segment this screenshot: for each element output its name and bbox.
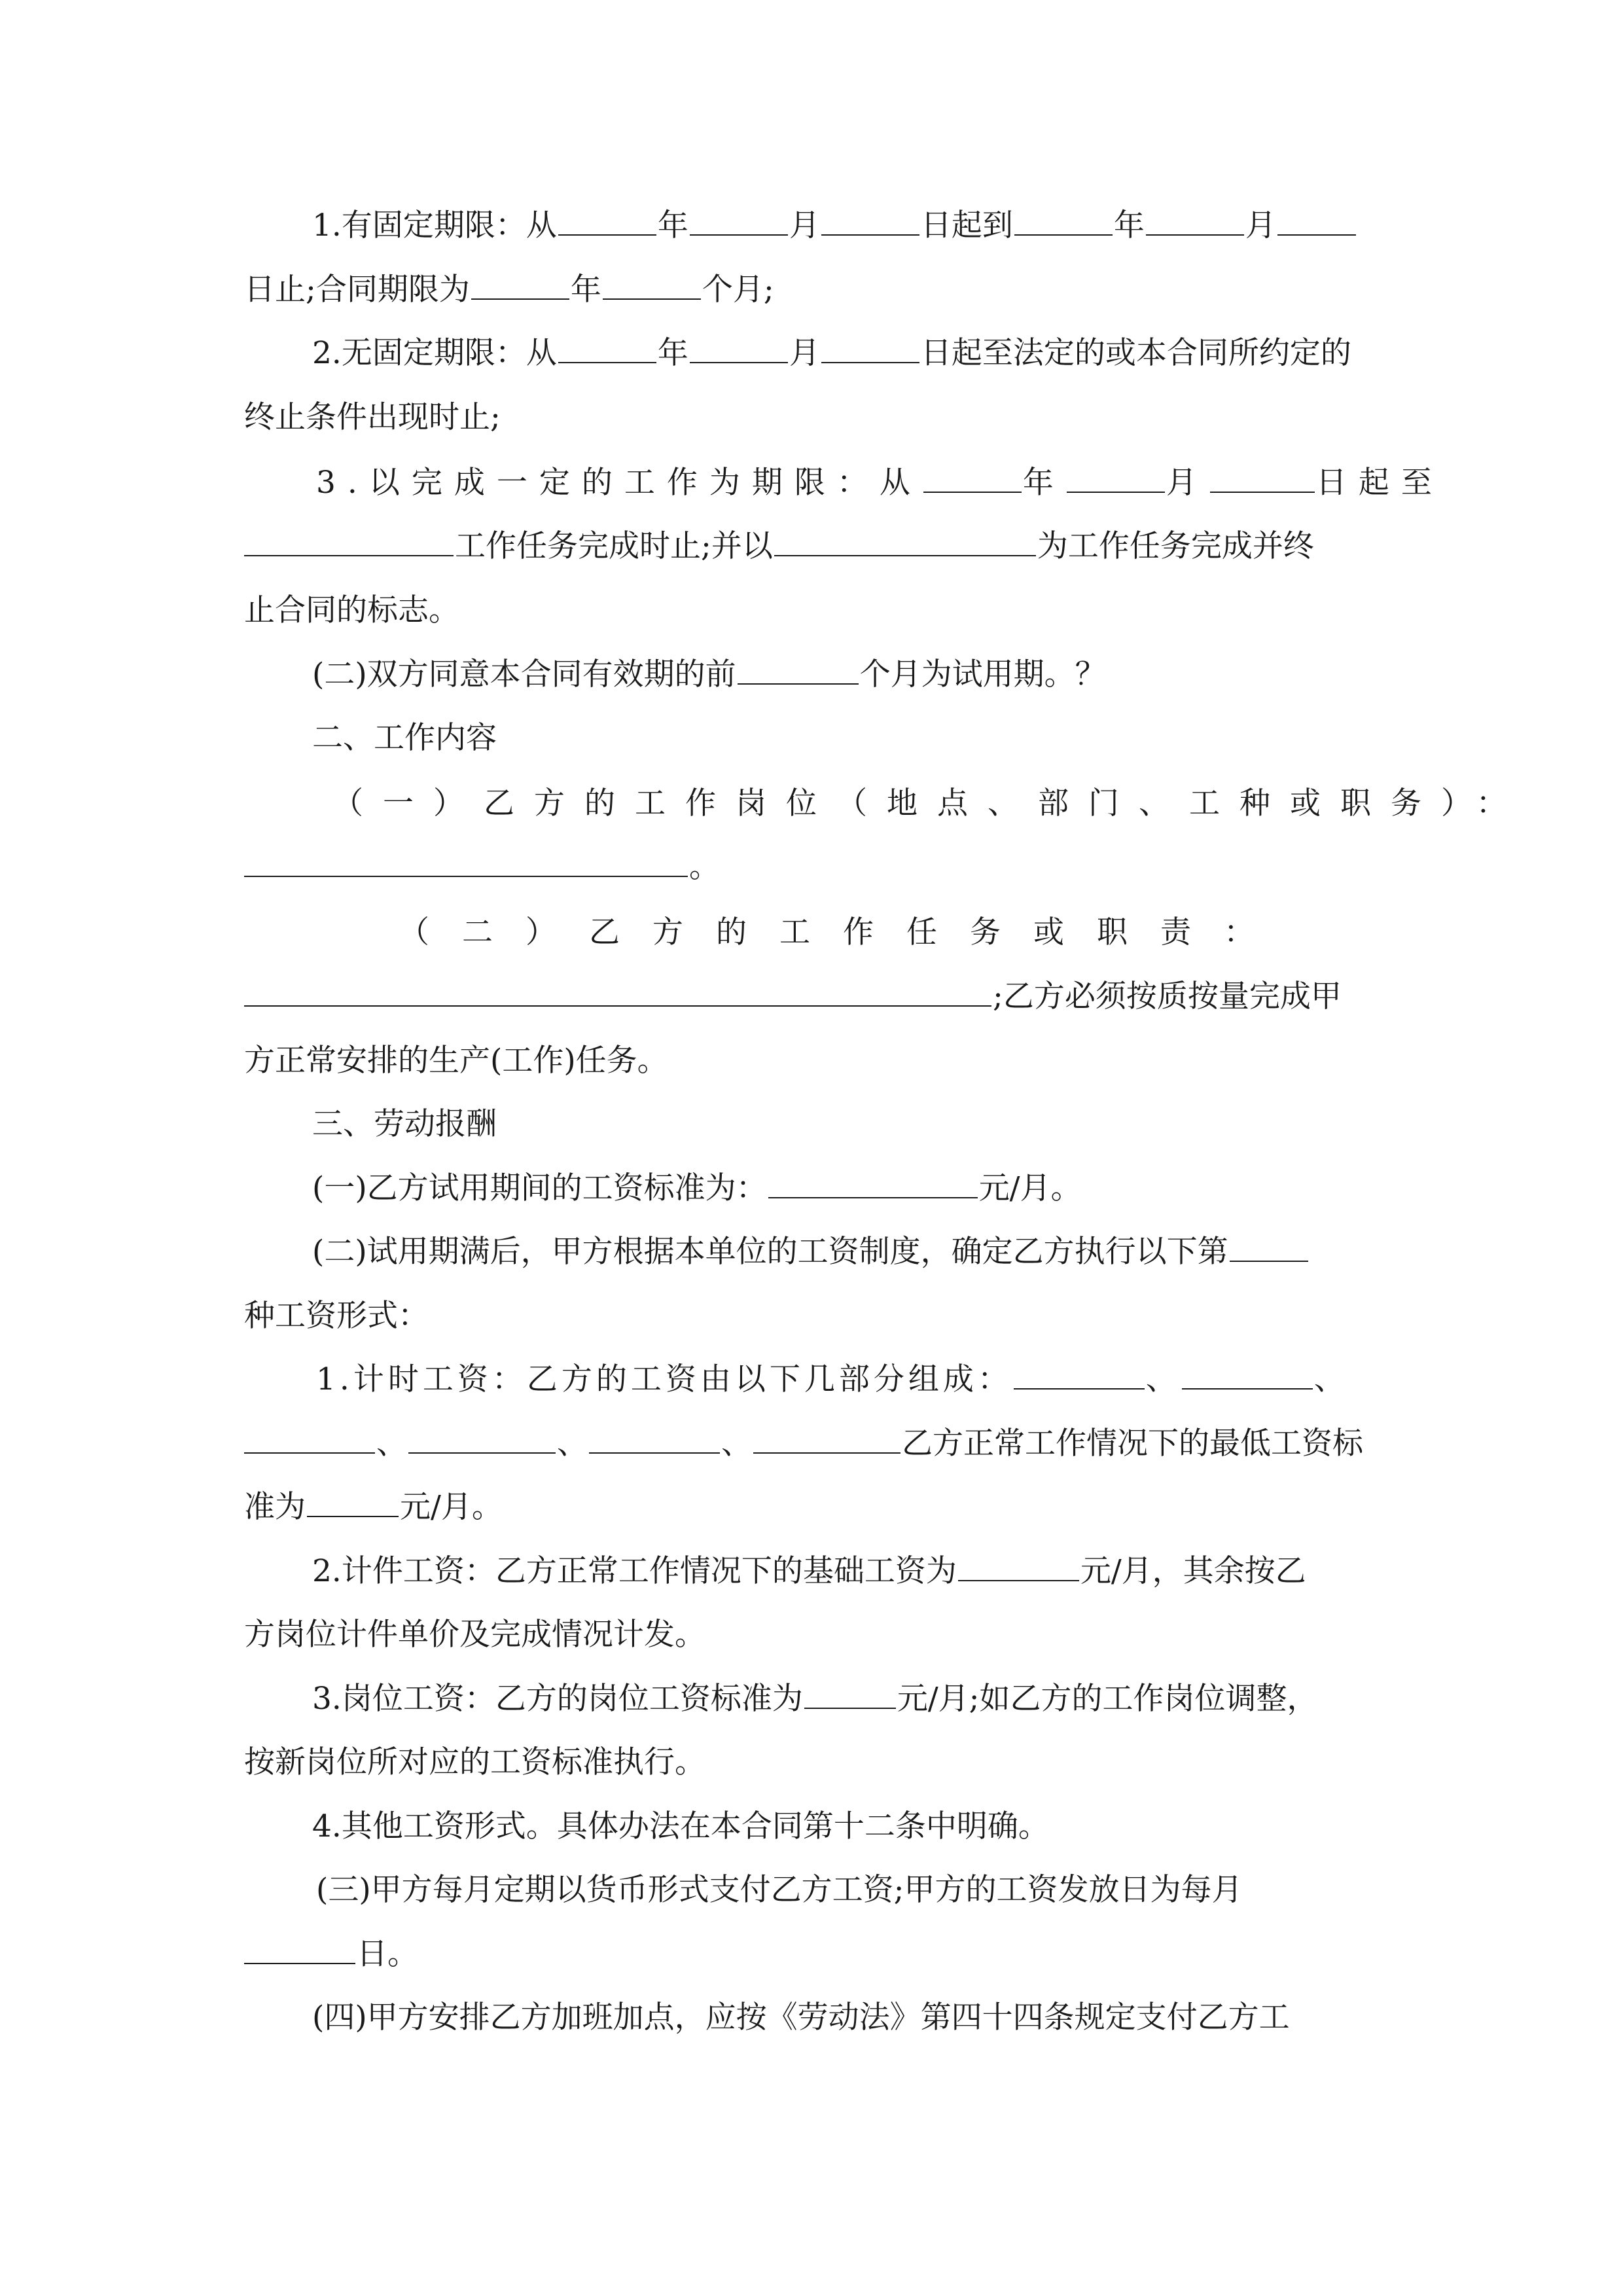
pay-form-line-2: 种工资形式： xyxy=(244,1298,429,1334)
hourly-pay-line-3: 准为 元/月。 xyxy=(244,1484,1381,1530)
term-open-line-2: 终止条件出现时止; xyxy=(244,399,501,435)
piece-pay-line-2: 方岗位计件单价及完成情况计发。 xyxy=(244,1617,705,1653)
work-duty-line: （二）乙方的工作任务或职责： xyxy=(399,914,1287,950)
blank-field[interactable] xyxy=(774,525,1036,556)
term-task-line-3: 止合同的标志。 xyxy=(244,592,459,628)
blank-field[interactable] xyxy=(1182,1358,1313,1390)
blank-field[interactable] xyxy=(738,653,859,685)
blank-field[interactable] xyxy=(821,332,919,363)
pay-date-line-2: 日。 xyxy=(244,1931,1381,1977)
work-position-blank-line: 。 xyxy=(244,844,1381,890)
post-pay-line-2: 按新岗位所对应的工资标准执行。 xyxy=(244,1744,705,1780)
blank-field[interactable] xyxy=(558,332,656,363)
overtime-line: (四)甲方安排乙方加班加点，应按《劳动法》第四十四条规定支付乙方工 xyxy=(312,2000,1290,2036)
term-task-line-1: 3.以完成一定的工作为期限：从 年 月 日起至 xyxy=(244,460,1381,506)
blank-field[interactable] xyxy=(1014,1358,1145,1390)
blank-field[interactable] xyxy=(1014,204,1113,236)
term-fixed-line-2: 日止;合同期限为 年 个月; xyxy=(244,267,1381,313)
blank-field[interactable] xyxy=(307,1486,399,1517)
pay-date-line-1: (三)甲方每月定期以货币形式支付乙方工资;甲方的工资发放日为每月 xyxy=(316,1872,1243,1908)
blank-field[interactable] xyxy=(690,332,788,363)
work-duty-blank-line: ;乙方必须按质按量完成甲 xyxy=(244,974,1381,1020)
blank-field[interactable] xyxy=(1230,1230,1308,1262)
hourly-pay-line-1: 1.计时工资：乙方的工资由以下几部分组成： 、 、 xyxy=(244,1357,1381,1403)
blank-field[interactable] xyxy=(690,204,788,236)
blank-field[interactable] xyxy=(244,846,688,877)
term-fixed-line-1: 1.有固定期限：从 年 月 日起到 年 月 xyxy=(244,203,1381,249)
blank-field[interactable] xyxy=(244,1422,375,1454)
blank-field[interactable] xyxy=(408,1422,556,1454)
probation-line: (二)双方同意本合同有效期的前 个月为试用期。？ xyxy=(244,652,1381,698)
work-duty-line-3: 方正常安排的生产(工作)任务。 xyxy=(244,1043,668,1079)
blank-field[interactable] xyxy=(923,461,1022,493)
hourly-pay-line-2: 、 、 、 乙方正常工作情况下的最低工资标 xyxy=(244,1421,1381,1467)
blank-field[interactable] xyxy=(1277,204,1356,236)
blank-field[interactable] xyxy=(471,268,569,300)
section-heading-pay: 三、劳动报酬 xyxy=(312,1106,497,1142)
other-pay-line: 4.其他工资形式。具体办法在本合同第十二条中明确。 xyxy=(312,1808,1049,1844)
section-heading-work: 二、工作内容 xyxy=(312,720,497,756)
blank-field[interactable] xyxy=(589,1422,720,1454)
blank-field[interactable] xyxy=(958,1550,1079,1581)
term-open-line-1: 2.无固定期限：从 年 月 日起至法定的或本合同所约定的 xyxy=(244,331,1381,376)
blank-field[interactable] xyxy=(558,204,656,236)
probation-pay-line: (一)乙方试用期间的工资标准为： 元/月。 xyxy=(244,1166,1381,1211)
blank-field[interactable] xyxy=(244,1933,355,1964)
work-position-line: （一）乙方的工作岗位（地点、部门、工种或职务）： xyxy=(332,785,1527,821)
blank-field[interactable] xyxy=(1146,204,1244,236)
blank-field[interactable] xyxy=(244,525,454,556)
term-task-line-2: 工作任务完成时止;并以 为工作任务完成并终 xyxy=(244,524,1381,569)
blank-field[interactable] xyxy=(244,975,991,1007)
blank-field[interactable] xyxy=(1067,461,1165,493)
post-pay-line-1: 3.岗位工资：乙方的岗位工资标准为 元/月;如乙方的工作岗位调整， xyxy=(244,1676,1381,1722)
pay-form-line-1: (二)试用期满后，甲方根据本单位的工资制度，确定乙方执行以下第 xyxy=(244,1229,1381,1275)
piece-pay-line-1: 2.计件工资：乙方正常工作情况下的基础工资为 元/月，其余按乙 xyxy=(244,1549,1381,1594)
blank-field[interactable] xyxy=(768,1167,978,1198)
blank-field[interactable] xyxy=(821,204,919,236)
blank-field[interactable] xyxy=(804,1677,896,1709)
blank-field[interactable] xyxy=(1210,461,1315,493)
blank-field[interactable] xyxy=(603,268,701,300)
blank-field[interactable] xyxy=(753,1422,901,1454)
